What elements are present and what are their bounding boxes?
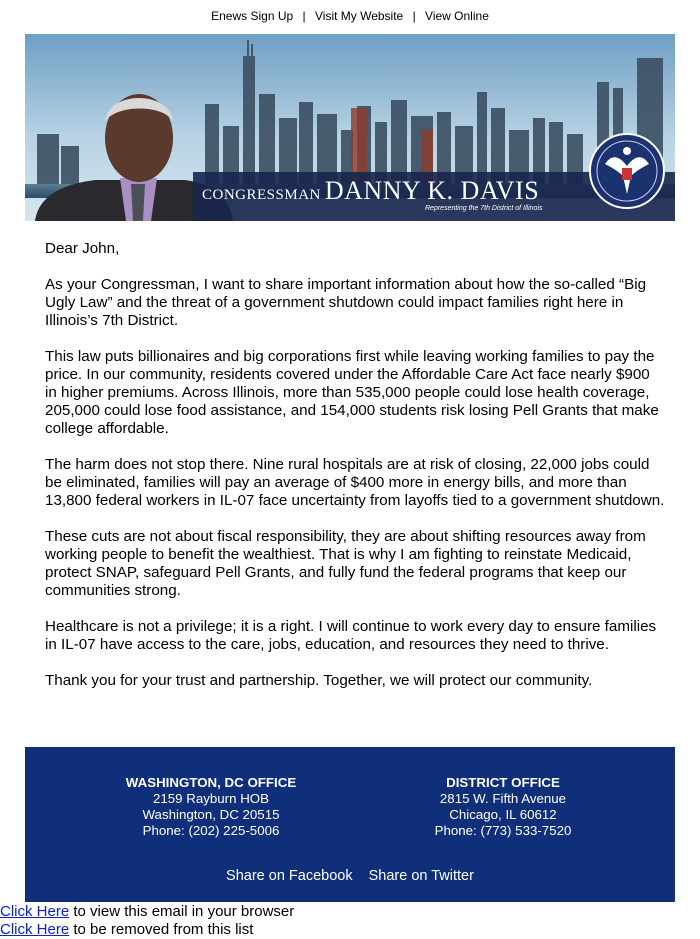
view-online-link[interactable]: View Online (425, 9, 489, 23)
paragraph: The harm does not stop there. Nine rural hospitals are at risk of closing, 22,000 jobs could be eliminated, families will pay an average of $400 more in energy bills, and more than 13,800 federal workers in IL-07 face uncertainty from layoffs tied to a government shutdown. (45, 456, 665, 509)
paragraph: Healthcare is not a privilege; it is a right. I will continue to work every day to ensure families in IL-07 have access to the care, jobs, education, and resources they need to thrive. (45, 618, 657, 653)
share-links (25, 868, 675, 884)
congressional-seal-icon (590, 134, 664, 208)
paragraph: As your Congressman, I want to share important information about how the so-called “Big Ugly Law” and the threat of a government shutdown could impact families right here in Illinois’s 7th District. (45, 276, 647, 329)
dc-office (91, 775, 331, 839)
dc-office-phone: Phone: (202) 225-5006 (142, 823, 280, 838)
view-in-browser-link[interactable]: Click Here (0, 903, 70, 920)
paragraph: This law puts billionaires and big corporations first while leaving working families to pay the price. In our community, residents covered under the Affordable Care Act face nearly $900 in higher premiums. Across Illinois, more than 535,000 people could lose health coverage, 205,000 could lose food assistance, and 154,000 students risk losing Pell Grants that make college affordable. (45, 348, 659, 437)
view-in-browser-text: to view this email in your browser (69, 903, 295, 920)
district-office-address-line1: 2815 W. Fifth Avenue (439, 791, 567, 806)
unsubscribe-text: to be removed from this list (69, 921, 254, 938)
unsubscribe-link[interactable]: Click Here (0, 921, 70, 938)
unsubscribe-line (0, 921, 294, 939)
banner-title (202, 176, 539, 206)
header-banner (25, 34, 675, 221)
greeting: Dear John, (45, 240, 120, 257)
visit-website-link[interactable]: Visit My Website (314, 9, 404, 23)
dc-office-title: WASHINGTON, DC OFFICE (125, 775, 297, 790)
district-office-title: DISTRICT OFFICE (446, 775, 560, 790)
banner-tagline: Representing the 7th District of Illinois (425, 205, 543, 212)
nav-separator: | (412, 9, 416, 23)
dc-office-address-line2: Washington, DC 20515 (142, 807, 280, 822)
view-in-browser-line (0, 903, 294, 921)
enews-signup-link[interactable]: Enews Sign Up (211, 9, 294, 23)
district-office (383, 775, 623, 839)
share-facebook-link[interactable]: Share on Facebook (226, 868, 353, 884)
paragraph: These cuts are not about fiscal responsibility, they are about shifting resources away from working people to benefit the wealthiest. That is why I am fighting to reinstate Medicaid, protect SNAP, safeguard Pell Grants, and fully fund the federal programs that keep our communities strong. (45, 528, 646, 599)
district-office-address-line2: Chicago, IL 60612 (449, 807, 557, 822)
nav-separator: | (302, 9, 306, 23)
letter-body (45, 240, 665, 708)
banner-prefix: CONGRESSMAN (202, 187, 321, 203)
paragraph: Thank you for your trust and partnership. Together, we will protect our community. (45, 672, 593, 689)
bottom-links (0, 903, 294, 939)
footer (25, 747, 675, 902)
share-twitter-link[interactable]: Share on Twitter (368, 868, 474, 884)
top-navigation (0, 9, 700, 23)
banner-name: DANNY K. DAVIS (324, 176, 540, 205)
district-office-phone: Phone: (773) 533-7520 (434, 823, 572, 838)
dc-office-address-line1: 2159 Rayburn HOB (152, 791, 270, 806)
